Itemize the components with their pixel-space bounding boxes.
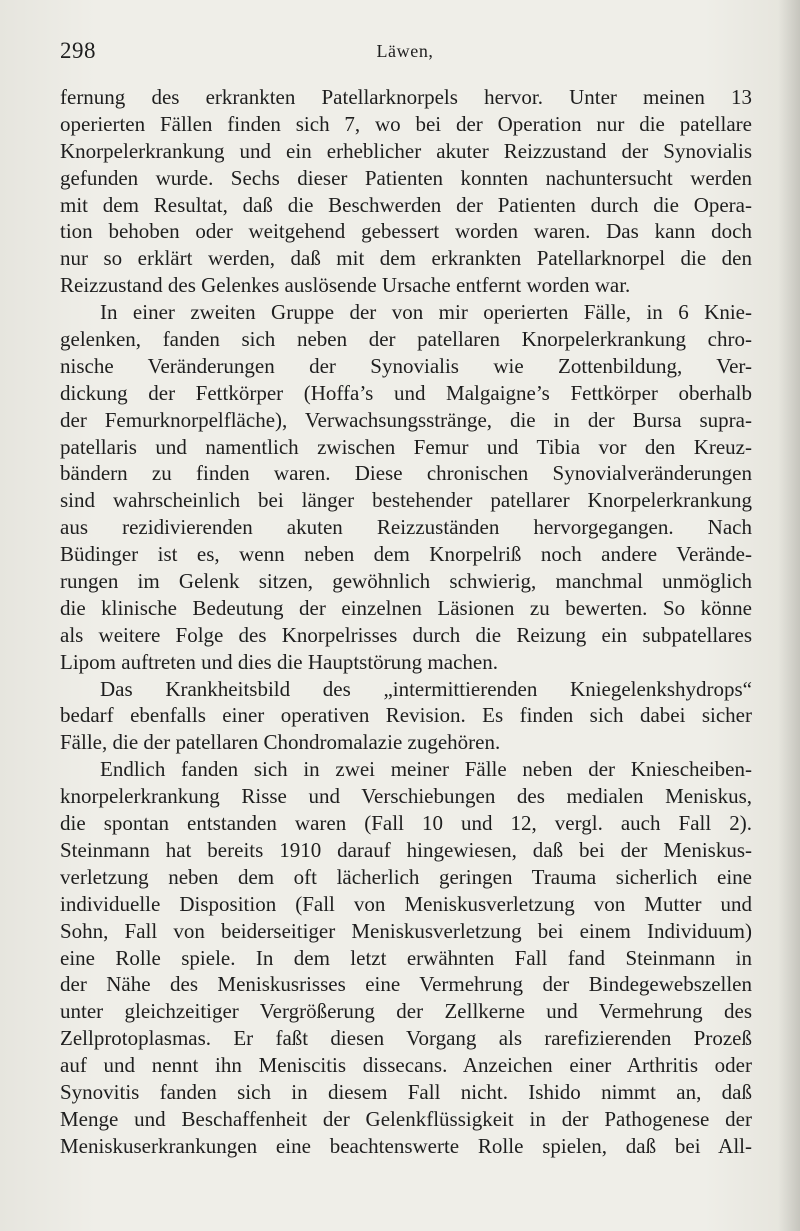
text-line: dickung der Fettkörper (Hoffa’s und Malgaigne’s Fettkörper oberhalb — [60, 380, 752, 405]
paragraph-first-line: In einer zweiten Gruppe der von mir operierten Fälle, in 6 Knie- — [100, 300, 752, 325]
text-line: Zellprotoplasmas. Er faßt diesen Vorgang als rarefizierenden Prozeß — [60, 1026, 752, 1051]
text-line: bedarf ebenfalls einer operativen Revision. Es finden sich dabei sicher — [60, 703, 752, 728]
text-line: knorpelerkrankung Risse und Verschiebungen des medialen Meniskus, — [60, 784, 752, 809]
text-line: rungen im Gelenk sitzen, gewöhnlich schwierig, manchmal unmöglich — [60, 569, 752, 594]
text-line: patellaris und namentlich zwischen Femur und Tibia vor den Kreuz- — [60, 434, 752, 459]
text-line: der Nähe des Meniskusrisses eine Vermehrung der Bindegewebszellen — [60, 972, 752, 997]
text-line: aus rezidivierenden akuten Reizzuständen hervorgegangen. Nach — [60, 515, 752, 540]
paragraph-first-line: Endlich fanden sich in zwei meiner Fälle neben der Kniescheiben- — [100, 757, 752, 782]
text-line: verletzung neben dem oft lächerlich geringen Trauma sicherlich eine — [60, 864, 752, 889]
page-gutter-shadow — [778, 0, 800, 1231]
running-head: Läwen, — [376, 41, 434, 61]
text-line: bändern zu finden waren. Diese chronischen Synovialveränderungen — [60, 461, 752, 486]
text-line: sind wahrscheinlich bei länger bestehender patellarer Knorpelerkrankung — [60, 488, 752, 513]
page-header — [60, 38, 750, 68]
paragraph-first-line: Das Krankheitsbild des „intermittierenden Kniegelenkshydrops“ — [100, 676, 752, 701]
text-line: Steinmann hat bereits 1910 darauf hingewiesen, daß bei der Meniskus- — [60, 837, 752, 862]
text-line: die spontan entstanden waren (Fall 10 und 12, vergl. auch Fall 2). — [60, 811, 752, 836]
text-line: eine Rolle spiele. In dem letzt erwähnten Fall fand Steinmann in — [60, 945, 752, 970]
body-text — [60, 84, 752, 1160]
text-line: operierten Fällen finden sich 7, wo bei der Operation nur die patellare — [60, 111, 752, 136]
text-line: Fälle, die der patellaren Chondromalazie zugehören. — [60, 730, 501, 755]
text-line: der Femurknorpelfläche), Verwachsungsstränge, die in der Bursa supra- — [60, 407, 752, 432]
text-line: unter gleichzeitiger Vergrößerung der Zellkerne und Vermehrung des — [60, 999, 752, 1024]
text-line: gefunden wurde. Sechs dieser Patienten konnten nachuntersucht werden — [60, 165, 752, 190]
text-line: Büdinger ist es, wenn neben dem Knorpelriß noch andere Verände- — [60, 542, 752, 567]
text-line: auf und nennt ihn Meniscitis dissecans. Anzeichen einer Arthritis oder — [60, 1053, 752, 1078]
text-line: individuelle Disposition (Fall von Meniskusverletzung von Mutter und — [60, 891, 752, 916]
text-line: mit dem Resultat, daß die Beschwerden der Patienten durch die Opera- — [60, 192, 752, 217]
page-number: 298 — [60, 38, 96, 63]
text-line: Synovitis fanden sich in diesem Fall nicht. Ishido nimmt an, daß — [60, 1079, 752, 1104]
text-line: nur so erklärt werden, daß mit dem erkrankten Patellarknorpel die den — [60, 246, 752, 271]
text-line: nische Veränderungen der Synovialis wie Zottenbildung, Ver- — [60, 353, 752, 378]
text-line: tion behoben oder weitgehend gebessert worden waren. Das kann doch — [60, 219, 752, 244]
text-line: Knorpelerkrankung und ein erheblicher akuter Reizzustand der Synovialis — [60, 138, 752, 163]
text-line: als weitere Folge des Knorpelrisses durch die Reizung ein subpatellares — [60, 622, 752, 647]
text-line: die klinische Bedeutung der einzelnen Läsionen zu bewerten. So könne — [60, 595, 752, 620]
text-line: Menge und Beschaffenheit der Gelenkflüssigkeit in der Pathogenese der — [60, 1106, 752, 1131]
text-line: Sohn, Fall von beiderseitiger Meniskusverletzung bei einem Individuum) — [60, 918, 752, 943]
text-line: Reizzustand des Gelenkes auslösende Ursache entfernt worden war. — [60, 273, 631, 298]
text-line: fernung des erkrankten Patellarknorpels hervor. Unter meinen 13 — [60, 85, 752, 109]
text-line: Meniskuserkrankungen eine beachtenswerte Rolle spielen, daß bei All- — [60, 1133, 752, 1158]
text-line: gelenken, fanden sich neben der patellaren Knorpelerkrankung chro- — [60, 327, 752, 352]
text-line: Lipom auftreten und dies die Hauptstörung machen. — [60, 649, 498, 674]
